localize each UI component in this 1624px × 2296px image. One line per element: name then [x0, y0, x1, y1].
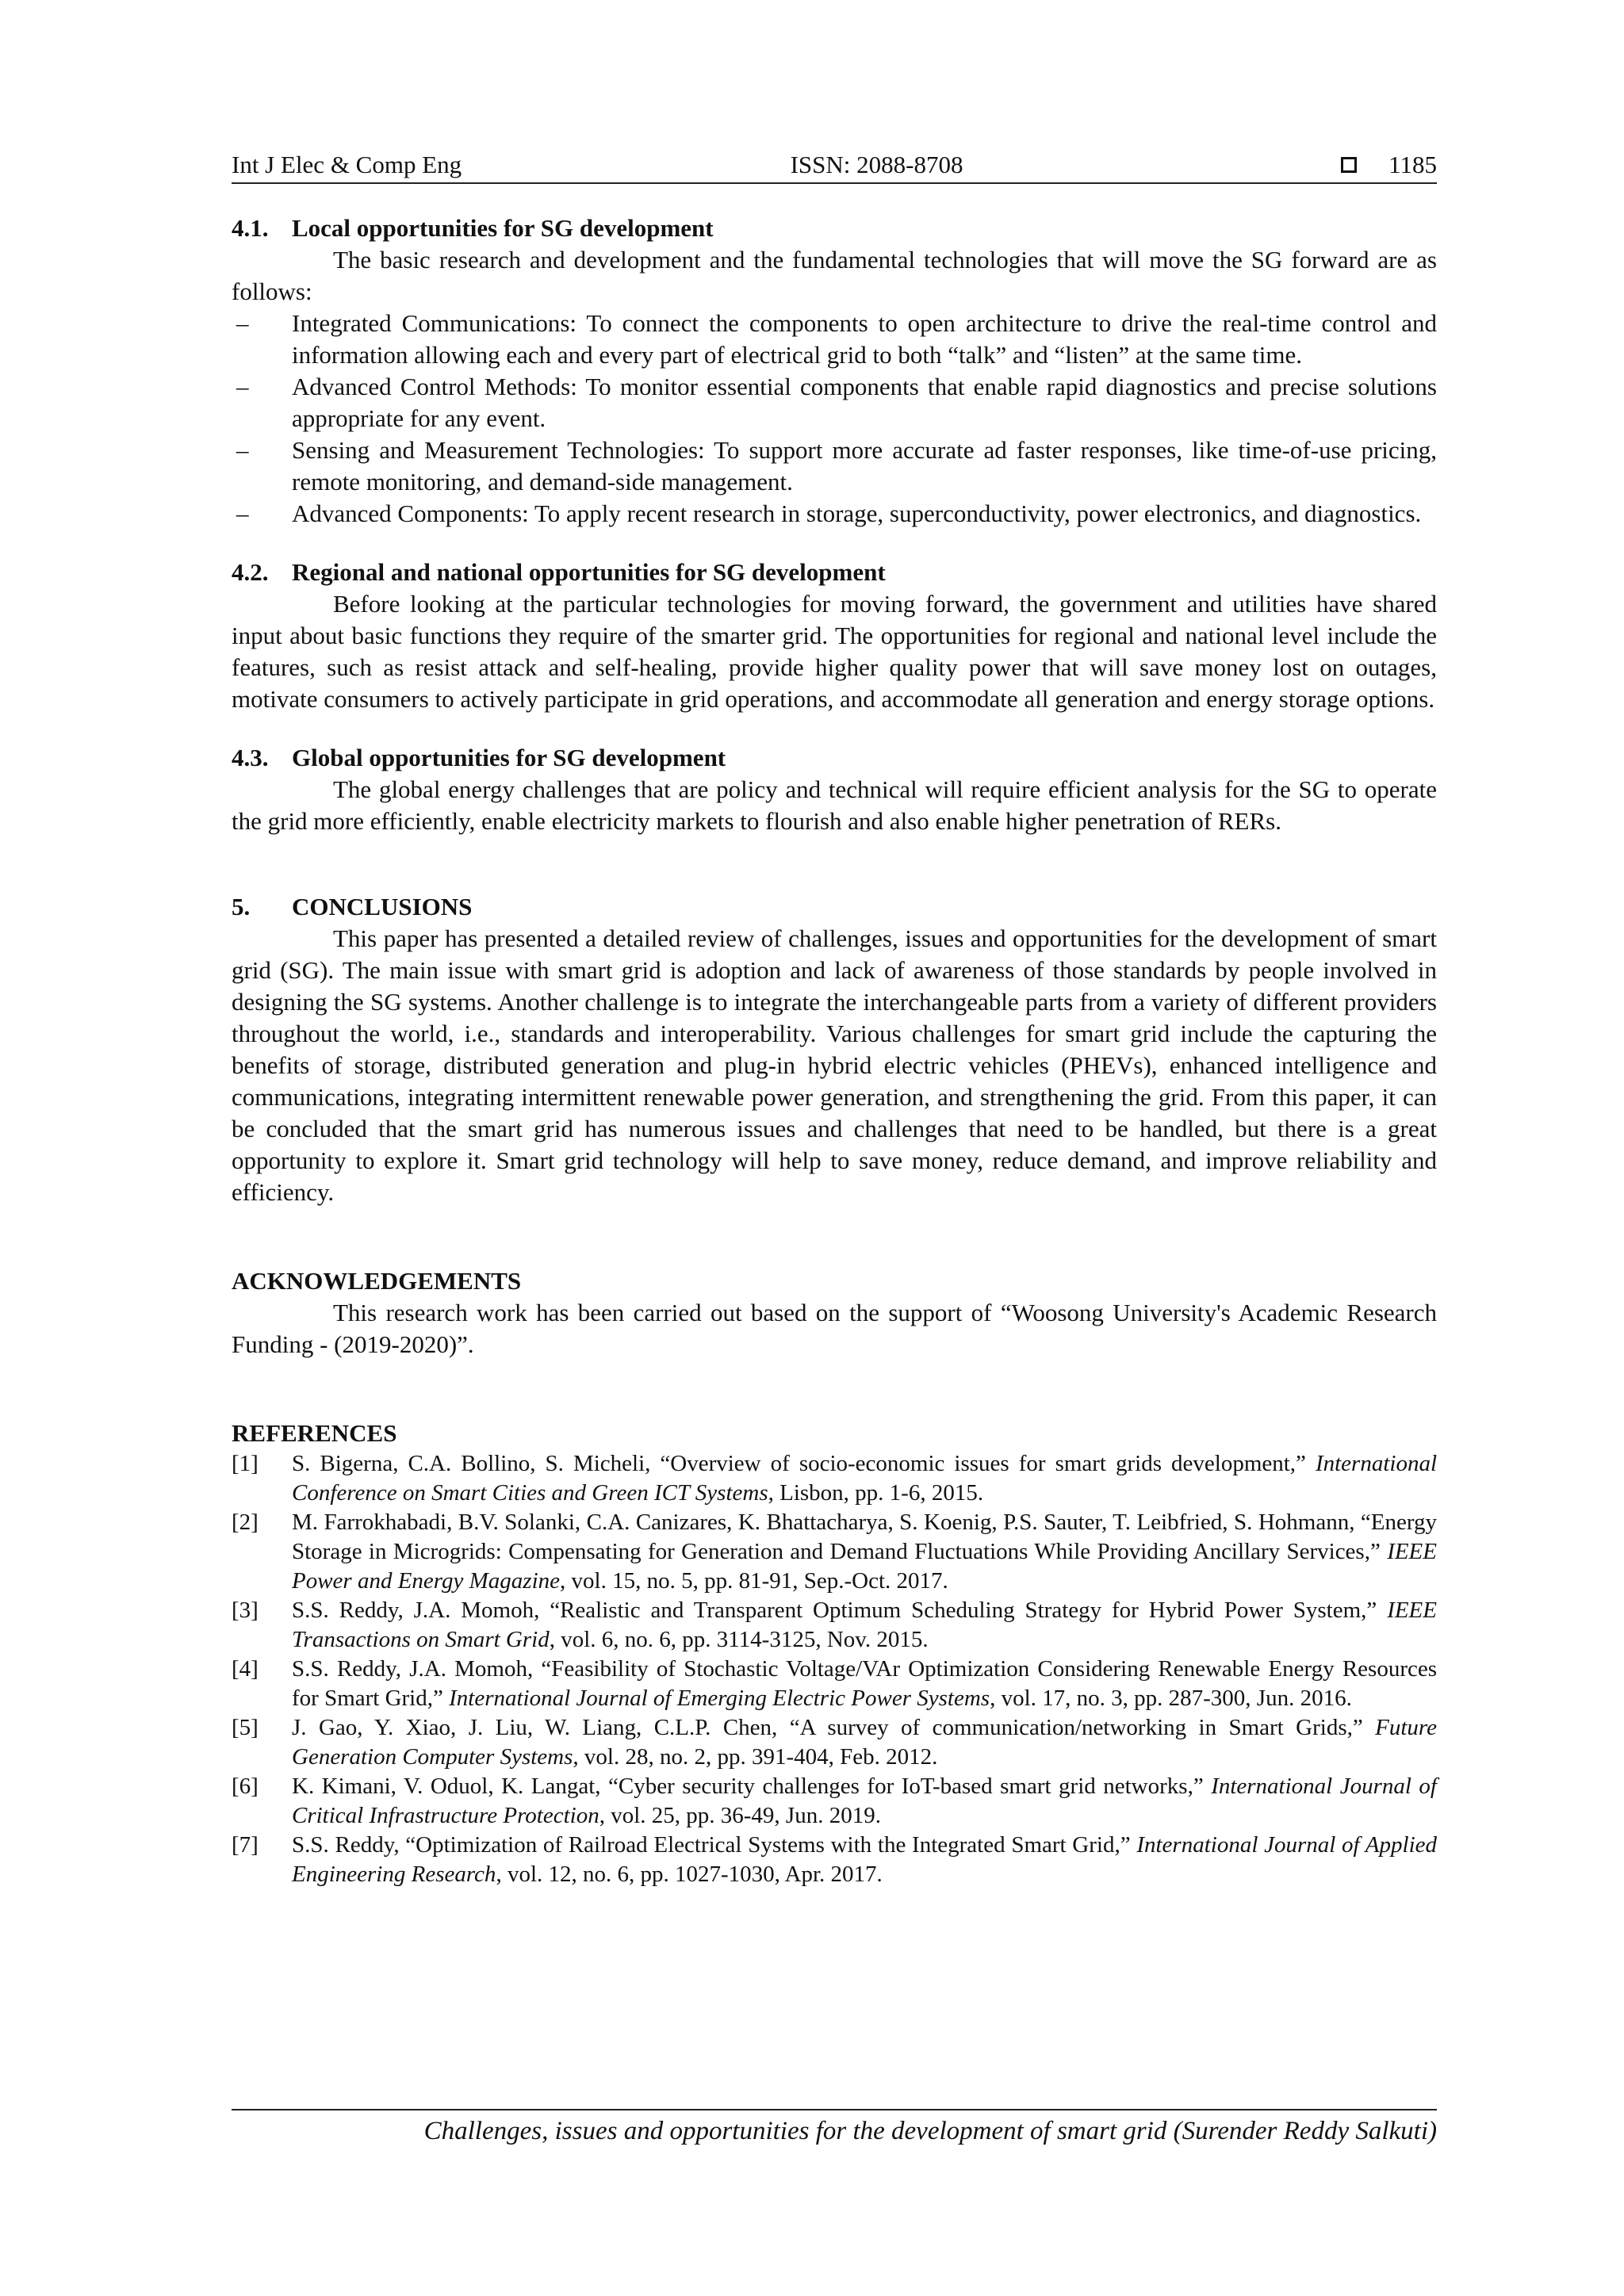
reference-venue: International Journal of Emerging Electric Power Systems — [449, 1686, 990, 1711]
reference-number: [6] — [232, 1774, 259, 1799]
dash-icon: – — [236, 309, 249, 337]
list-item-text: Advanced Control Methods: To monitor essential components that enable rapid diagnostics and precise solutions appropriate for any event. — [292, 373, 1437, 432]
section-conclusions — [232, 891, 1437, 1208]
section-number: 5. — [232, 893, 251, 920]
reference-text: S.S. Reddy, J.A. Momoh, “Feasibility of Stochastic Voltage/VAr Optimization Considering Renewable Energy Resources for Smart Grid,” — [292, 1656, 1437, 1711]
reference-details: , vol. 17, no. 3, pp. 287-300, Jun. 2016. — [990, 1686, 1352, 1711]
reference-venue: IEEE Power and Energy Magazine — [292, 1539, 1437, 1594]
dash-icon: – — [236, 499, 249, 527]
list-item-text: Advanced Components: To apply recent research in storage, superconductivity, power electronics, and diagnostics. — [292, 499, 1422, 527]
bullet-list — [232, 308, 1437, 530]
reference-details: , vol. 25, pp. 36-49, Jun. 2019. — [599, 1803, 881, 1828]
section-4-1 — [232, 212, 1437, 530]
section-title: Regional and national opportunities for SG development — [292, 558, 886, 586]
section-4-2 — [232, 557, 1437, 715]
reference-text: J. Gao, Y. Xiao, J. Liu, W. Liang, C.L.P. Chen, “A survey of communication/networking in Smart Grids,” — [292, 1715, 1376, 1740]
journal-name: Int J Elec & Comp Eng — [232, 151, 462, 178]
reference-item — [232, 1713, 1437, 1772]
running-footer — [232, 2109, 1437, 2147]
section-heading — [232, 557, 1437, 588]
reference-venue: International Conference on Smart Cities and Green ICT Systems — [292, 1451, 1437, 1506]
list-item — [232, 308, 1437, 371]
reference-details: , vol. 12, no. 6, pp. 1027-1030, Apr. 2017. — [496, 1862, 883, 1887]
reference-details: , vol. 6, no. 6, pp. 3114-3125, Nov. 2015. — [549, 1627, 929, 1652]
reference-number: [5] — [232, 1715, 259, 1740]
reference-venue: IEEE Transactions on Smart Grid — [292, 1598, 1437, 1652]
paragraph: The global energy challenges that are policy and technical will require efficient analysis for the SG to operate the grid more efficiently, enable electricity markets to flourish and also enable higher penetration of RERs. — [232, 775, 1437, 835]
reference-details: , vol. 15, no. 5, pp. 81-91, Sep.-Oct. 2017. — [560, 1568, 948, 1594]
reference-item — [232, 1508, 1437, 1596]
reference-number: [7] — [232, 1832, 259, 1858]
reference-text: S.S. Reddy, J.A. Momoh, “Realistic and Transparent Optimum Scheduling Strategy for Hybrid Power System,” — [292, 1598, 1388, 1623]
dash-icon: – — [236, 436, 249, 464]
reference-number: [4] — [232, 1656, 259, 1682]
reference-item — [232, 1831, 1437, 1889]
reference-item — [232, 1596, 1437, 1655]
reference-number: [1] — [232, 1451, 259, 1476]
section-heading — [232, 742, 1437, 774]
reference-text: M. Farrokhabadi, B.V. Solanki, C.A. Canizares, K. Bhattacharya, S. Koenig, P.S. Sauter, T. Leibfried, S. Hohmann, “Energy Storage in Microgrids: Compensating for Generation and Demand Fluctuations While Providing Ancillary Services,” — [292, 1510, 1437, 1564]
footer-text: Challenges, issues and opportunities for the development of smart grid (Surender Reddy Salkuti) — [423, 2117, 1437, 2145]
reference-number: [3] — [232, 1598, 259, 1623]
reference-venue: International Journal of Applied Engineering Research — [292, 1832, 1437, 1887]
paragraph: The basic research and development and the fundamental technologies that will move the SG forward are as follows: — [232, 246, 1437, 305]
square-icon — [1341, 157, 1357, 173]
dash-icon: – — [236, 373, 249, 400]
list-item — [232, 371, 1437, 434]
section-heading — [232, 212, 1437, 244]
paragraph: This paper has presented a detailed review of challenges, issues and opportunities for the development of smart grid (SG). The main issue with smart grid is adoption and lack of awareness of those standards by people involved in designing the SG systems. Another challenge is to integrate the interchangeable parts from a variety of different providers throughout the world, i.e., standards and interoperability. Various challenges for smart grid include the capturing the benefits of storage, distributed generation and plug-in hybrid electric vehicles (PHEVs), enhanced intelligence and communications, integrating intermittent renewable power generation, and strengthening the grid. From this paper, it can be concluded that the smart grid has numerous issues and challenges that need to be handled, but there is a great opportunity to explore it. Smart grid technology will help to save money, reduce demand, and improve reliability and efficiency. — [232, 924, 1437, 1206]
list-item-text: Sensing and Measurement Technologies: To support more accurate ad faster responses, like time-of-use pricing, remote monitoring, and demand-side management. — [292, 436, 1437, 496]
section-title: Local opportunities for SG development — [292, 214, 714, 242]
reference-venue: International Journal of Critical Infrastructure Protection — [292, 1774, 1437, 1828]
section-acknowledgements — [232, 1265, 1437, 1360]
section-title: Global opportunities for SG development — [292, 744, 726, 771]
issn: ISSN: 2088-8708 — [790, 151, 963, 178]
reference-item — [232, 1772, 1437, 1831]
reference-text: S.S. Reddy, “Optimization of Railroad Electrical Systems with the Integrated Smart Grid,” — [292, 1832, 1137, 1858]
section-number: 4.3. — [232, 744, 269, 771]
reference-text: S. Bigerna, C.A. Bollino, S. Micheli, “Overview of socio-economic issues for smart grids development,” — [292, 1451, 1316, 1476]
running-header — [232, 151, 1437, 184]
page-number-block — [1341, 151, 1437, 179]
reference-venue: Future Generation Computer Systems — [292, 1715, 1437, 1770]
section-number: 4.1. — [232, 214, 269, 242]
reference-details: , Lisbon, pp. 1-6, 2015. — [768, 1480, 984, 1506]
reference-details: , vol. 28, no. 2, pp. 391-404, Feb. 2012. — [573, 1744, 938, 1770]
reference-list — [232, 1449, 1437, 1889]
reference-number: [2] — [232, 1510, 259, 1535]
section-heading — [232, 891, 1437, 923]
paragraph: Before looking at the particular technologies for moving forward, the government and utilities have shared input about basic functions they require of the smarter grid. The opportunities for regional and national level include the features, such as resist attack and self-healing, provide higher quality power that will save money lost on outages, motivate consumers to actively participate in grid operations, and accommodate all generation and energy storage options. — [232, 590, 1437, 713]
paragraph: This research work has been carried out based on the support of “Woosong University's Academic Research Funding - (2019-2020)”. — [232, 1299, 1437, 1358]
section-references — [232, 1418, 1437, 1889]
reference-text: K. Kimani, V. Oduol, K. Langat, “Cyber security challenges for IoT-based smart grid networks,” — [292, 1774, 1212, 1799]
list-item — [232, 498, 1437, 530]
page-number: 1185 — [1388, 151, 1437, 178]
references-title: REFERENCES — [232, 1419, 397, 1447]
paper-page — [232, 151, 1437, 1889]
section-number: 4.2. — [232, 558, 269, 586]
section-title: CONCLUSIONS — [292, 893, 473, 920]
acknowledgements-title: ACKNOWLEDGEMENTS — [232, 1267, 522, 1295]
reference-item — [232, 1655, 1437, 1713]
section-4-3 — [232, 742, 1437, 837]
reference-item — [232, 1449, 1437, 1508]
list-item — [232, 434, 1437, 498]
list-item-text: Integrated Communications: To connect the components to open architecture to drive the real-time control and information allowing each and every part of electrical grid to both “talk” and “listen” at the same time. — [292, 309, 1437, 369]
